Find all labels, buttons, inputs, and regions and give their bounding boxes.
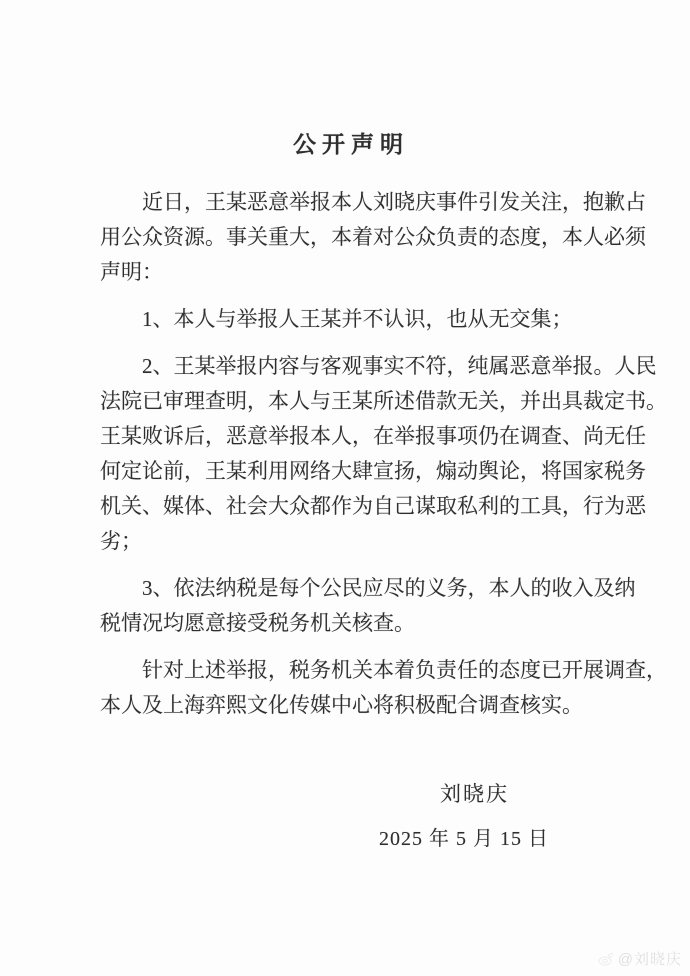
- date: 2025 年 5 月 15 日: [379, 828, 549, 850]
- text-line: 本人及上海弈熙文化传媒中心将积极配合调查核实。: [100, 693, 583, 717]
- text-line: 何定论前，王某利用网络大肆宣扬，煽动舆论，将国家税务: [100, 459, 646, 483]
- weibo-logo-icon: [598, 952, 615, 966]
- text-line: 法院已审理查明，本人与王某所述借款无关，并出具裁定书。: [100, 389, 667, 413]
- document-title: 公开声明: [293, 132, 409, 157]
- text-line: 王某败诉后，恶意举报本人，在举报事项仍在调查、尚无任: [100, 424, 646, 448]
- point-2-paragraph: [100, 349, 667, 559]
- text-line: 1、本人与举报人王某并不认识，也从无交集；: [142, 307, 573, 331]
- text-line: 2、王某举报内容与客观事实不符，纯属恶意举报。人民: [142, 354, 657, 378]
- signature: 刘晓庆: [440, 782, 509, 806]
- text-line: 针对上述举报，税务机关本着负责任的态度已开展调查，: [142, 658, 667, 682]
- text-line: 机关、媒体、社会大众都作为自己谋取私利的工具，行为恶: [100, 494, 646, 518]
- text-line: 用公众资源。事关重大，本着对公众负责的态度，本人必须: [100, 225, 646, 249]
- point-3-paragraph: [100, 571, 636, 641]
- text-line: 税情况均愿意接受税务机关核查。: [100, 611, 415, 635]
- watermark-text: @刘晓庆: [617, 951, 682, 968]
- point-1-paragraph: [100, 302, 602, 337]
- text-line: 3、依法纳税是每个公民应尽的义务，本人的收入及纳: [142, 576, 636, 600]
- text-line: 劣；: [100, 529, 142, 553]
- watermark: [598, 948, 682, 969]
- text-line: 近日，王某恶意举报本人刘晓庆事件引发关注，抱歉占: [142, 190, 646, 214]
- closing-paragraph: [100, 653, 667, 723]
- intro-paragraph: [100, 185, 646, 290]
- text-line: 声明：: [100, 260, 163, 284]
